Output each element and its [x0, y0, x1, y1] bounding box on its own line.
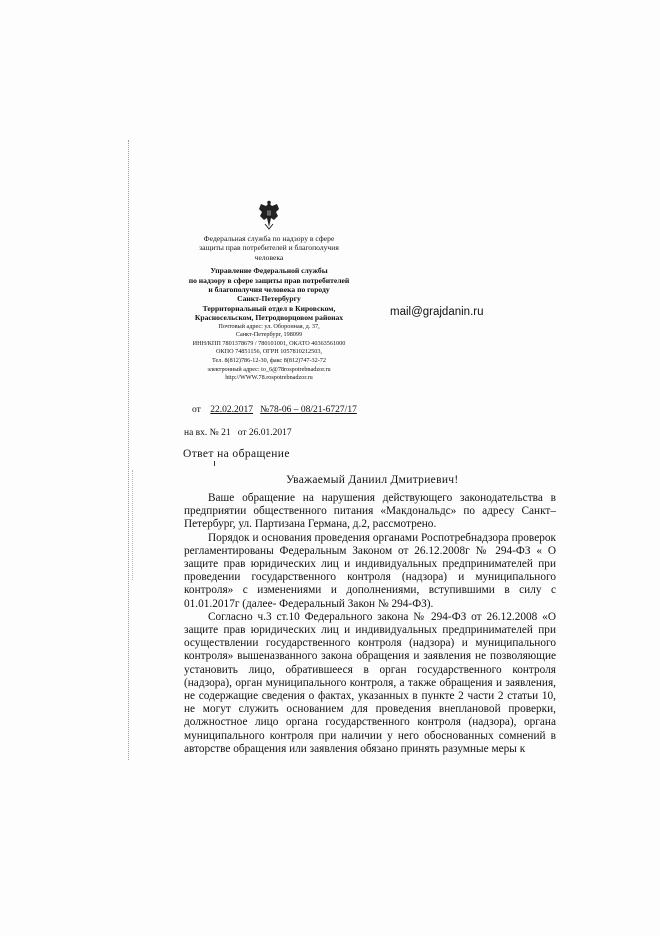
- postal-address: Санкт-Петербург, 198099: [235, 331, 303, 339]
- dept-name-line: и благополучия человека по городу: [208, 285, 330, 295]
- sender-letterhead: [178, 234, 360, 383]
- registration-codes: ИНН/КПП 7801378679 / 780101001, ОКАТО 40363561000: [192, 339, 346, 347]
- postal-address: Почтовый адрес: ул. Оборонная, д. 37,: [218, 322, 320, 330]
- salutation: Уважаемый Даниил Дмитриевич!: [286, 474, 459, 486]
- office-name-line: Красносельском, Петродворцовом районах: [194, 313, 344, 323]
- incoming-ref: 21: [221, 428, 231, 438]
- body-paragraph: Порядок и основания проведения органами Роспотребнадзора проверок регламентированы Федеральным Законом от 26.12.2008г № 294-ФЗ « О защите прав юридических лиц и индивидуальных предпринимателей при проведении государственного контроля (надзора) и муниципального контроля» с изменениями и дополнениями, вступившими в силу с 01.01.2017г (далее- Федеральный Закон № 294-ФЗ).: [184, 531, 556, 610]
- coat-of-arms-icon: [256, 200, 282, 230]
- incoming-date-prefix: от: [237, 428, 247, 438]
- org-name-line: Федеральная служба по надзору в сфере: [203, 234, 335, 243]
- incoming-prefix: на вх. №: [184, 428, 219, 438]
- dept-name-line: Санкт-Петербургу: [237, 294, 301, 304]
- scan-edge-mark: [132, 470, 134, 580]
- outgoing-number: [192, 405, 357, 415]
- website: http://WWW.78.rospotrebnadzor.ru: [225, 374, 313, 382]
- org-name-line: человека: [254, 252, 284, 262]
- dept-name-line: Управление Федеральной службы: [210, 266, 328, 276]
- outgoing-ref: №78-06 – 08/21-6727/17: [260, 405, 357, 415]
- body-paragraph: Ваше обращение на нарушения действующего законодательства в предприятии общественного питания «Макдональдс» по адресу Санкт–Петербург, ул. Партизана Германа, д.2, рассмотрено.: [184, 492, 556, 531]
- email-address: электронный адрес: to_6@78rospotrebnadzor.ru: [207, 365, 331, 373]
- outgoing-date: 22.02.2017: [210, 405, 254, 415]
- phone-fax: Тел. 8(812)786-12-30, факс 8(812)747-32-72: [211, 357, 326, 365]
- dept-name-line: по надзору в сфере защиты прав потребителей: [188, 275, 350, 285]
- recipient-email: mail@grajdanin.ru: [390, 306, 484, 318]
- letter-subject: Ответ на обращение: [183, 448, 290, 460]
- letter-body: [184, 488, 556, 756]
- scan-edge-mark: [128, 140, 130, 760]
- incoming-date: 26.01.2017: [248, 428, 292, 438]
- org-name-line: защиты прав потребителей и благополучия: [199, 243, 339, 253]
- incoming-number: [184, 428, 292, 438]
- registration-codes: ОКПО 74851156, ОГРН 1057810212503,: [216, 348, 322, 356]
- outgoing-prefix: от: [192, 405, 201, 415]
- office-name-line: Территориальный отдел в Кировском,: [202, 303, 336, 313]
- body-paragraph: Согласно ч.3 ст.10 Федерального закона № 294-ФЗ от 26.12.2008 «О защите прав юридических лиц и индивидуальных предпринимателей при осуществлении государственного контроля (надзора) и муниципального контроля» вышеназванного закона обращения и заявления не позволяющие установить лицо, обратившееся в орган государственного контроля (надзора), орган муниципального контроля, а также обращения и заявления, не содержащие сведения о фактах, указанных в пункте 2 части 2 статьи 10, не могут служить основанием для проведения внеплановой проверки, должностное лицо органа государственного контроля (надзора), органа муниципального контроля при наличии у него обоснованных сомнений в авторстве обращения или заявления обязано принять разумные меры к: [184, 610, 556, 755]
- scan-mark: [214, 461, 215, 466]
